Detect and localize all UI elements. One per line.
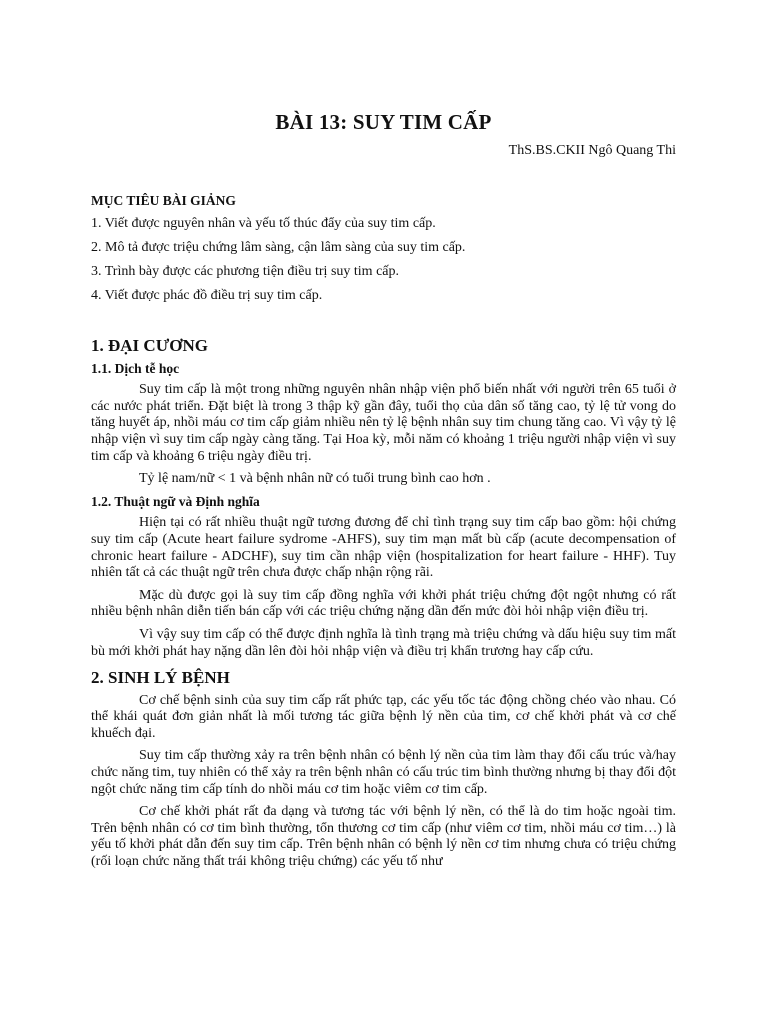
document-author: ThS.BS.CKII Ngô Quang Thi — [508, 143, 676, 158]
paragraph: Mặc dù được gọi là suy tim cấp đồng nghĩa với khởi phát triệu chứng đột ngột nhưng có rất nhiều bệnh nhân diễn tiến bán cấp với các triệu chứng nặng dần đến mức đòi hỏi nhập viện điều trị. — [91, 587, 676, 620]
document-title: BÀI 13: SUY TIM CẤP — [275, 110, 492, 134]
objective-item: 1. Viết được nguyên nhân và yếu tố thúc đẩy của suy tim cấp. — [91, 216, 436, 231]
paragraph: Cơ chế bệnh sinh của suy tim cấp rất phức tạp, các yếu tốc tác động chồng chéo vào nhau. Có thể khái quát đơn giản nhất là mối tương tác giữa bệnh lý nền của tim, cơ chế khởi phát và cơ chế khuếch đại. — [91, 692, 676, 741]
objectives-heading: MỤC TIÊU BÀI GIẢNG — [91, 193, 236, 208]
document-body — [91, 338, 676, 877]
paragraph: Hiện tại có rất nhiều thuật ngữ tương đương để chỉ tình trạng suy tim cấp bao gồm: hội chứng suy tim cấp (Acute heart failure sydrome -AHFS), suy tim mạn mất bù cấp (acute decompensation of chronic heart failure - ADCHF), suy tim cần nhập viện (hospitalization for heart failure - HHF). Tuy nhiên tất cả các thuật ngữ trên chưa được chấp nhận rộng rãi. — [91, 515, 676, 581]
objective-item: 4. Viết được phác đồ điều trị suy tim cấp. — [91, 288, 323, 303]
paragraph: Suy tim cấp là một trong những nguyên nhân nhập viện phổ biến nhất với người trên 65 tuổi ở các nước phát triển. Đặt biệt là trong 3 thập kỹ gần đây, tuổi thọ của dân số tăng cao, tỷ lệ tử vong do tăng huyết áp, nhồi máu cơ tim cấp giảm nhiều nên tỷ lệ bệnh nhân suy tim chung tăng cao. Vì vậy tỷ lệ nhập viện vì suy tim cấp ngày càng tăng. Tại Hoa kỳ, mỗi năm có khoảng 1 triệu người nhập viện vì suy tim cấp và khoảng 6 triệu ngày điều trị. — [91, 382, 676, 464]
subsection-heading-thuat-ngu: 1.2. Thuật ngữ và Định nghĩa — [91, 493, 260, 509]
subsection-heading-dich-te-hoc: 1.1. Dịch tễ học — [91, 360, 180, 376]
objective-item: 2. Mô tả được triệu chứng lâm sàng, cận lâm sàng của suy tim cấp. — [91, 240, 466, 255]
objectives-section — [91, 193, 676, 311]
paragraph: Tỷ lệ nam/nữ < 1 và bệnh nhân nữ có tuổi trung bình cao hơn . — [139, 471, 491, 487]
paragraph: Suy tim cấp thường xảy ra trên bệnh nhân có bệnh lý nền của tim làm thay đổi cấu trúc và/hay chức năng tim, tuy nhiên có thể xảy ra trên bệnh nhân có cấu trúc tim bình thường nhưng bị thay đổi đột ngột chức năng tim cấp tính do nhồi máu cơ tim hoặc viêm cơ tim cấp. — [91, 748, 676, 797]
paragraph: Cơ chế khởi phát rất đa dạng và tương tác với bệnh lý nền, có thể là do tim hoặc ngoài tim. Trên bệnh nhân có cơ tim bình thường, tổn thương cơ tim cấp (như viêm cơ tim, nhồi máu cơ tim…) là yếu tố khởi phát dẫn đến suy tim cấp. Trên bệnh nhân có bệnh lý nền cơ tim nhưng chưa có triệu chứng (rối loạn chức năng thất trái không triệu chứng) các yếu tố như — [91, 804, 676, 870]
section-heading-sinh-ly-benh: 2. SINH LÝ BỆNH — [91, 668, 230, 688]
paragraph: Vì vậy suy tim cấp có thể được định nghĩa là tình trạng mà triệu chứng và dấu hiệu suy tim mất bù mới khởi phát hay nặng dần lên đòi hỏi nhập viện và điều trị khẩn trương hay cấp cứu. — [91, 626, 676, 659]
section-heading-dai-cuong: 1. ĐẠI CƯƠNG — [91, 336, 208, 355]
objective-item: 3. Trình bày được các phương tiện điều trị suy tim cấp. — [91, 264, 399, 279]
